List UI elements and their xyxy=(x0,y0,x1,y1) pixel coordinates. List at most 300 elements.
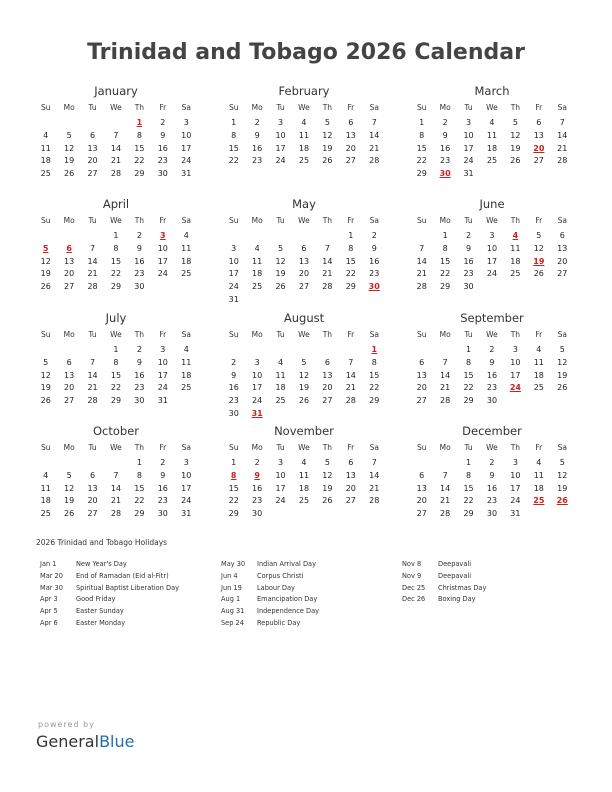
day-cell[interactable]: 25 xyxy=(181,383,192,393)
day-cell[interactable]: 4 xyxy=(301,118,307,127)
day-cell[interactable]: 20 xyxy=(87,156,98,166)
day-cell[interactable]: 5 xyxy=(559,458,565,467)
day-cell[interactable]: 29 xyxy=(463,396,474,406)
day-cell[interactable]: 18 xyxy=(533,370,544,380)
day-cell[interactable]: 7 xyxy=(348,357,354,367)
day-cell[interactable]: 2 xyxy=(136,345,142,354)
day-cell[interactable]: 9 xyxy=(489,357,495,367)
day-cell[interactable]: 6 xyxy=(536,118,542,127)
day-cell[interactable]: 16 xyxy=(486,370,498,380)
day-cell[interactable]: 22 xyxy=(463,383,474,393)
day-cell[interactable]: 20 xyxy=(557,256,568,266)
day-cell[interactable]: 9 xyxy=(160,470,166,480)
day-cell[interactable]: 4 xyxy=(43,130,49,140)
day-cell[interactable]: 5 xyxy=(43,357,49,367)
day-cell[interactable]: 17 xyxy=(275,483,286,493)
day-cell[interactable]: 15 xyxy=(110,370,122,380)
day-cell[interactable]: 14 xyxy=(110,483,122,493)
day-cell[interactable]: 15 xyxy=(228,483,239,493)
day-cell[interactable]: 22 xyxy=(134,156,145,166)
day-cell[interactable]: 28 xyxy=(369,156,380,166)
day-cell[interactable]: 21 xyxy=(110,156,122,166)
day-cell[interactable]: 5 xyxy=(512,118,518,127)
day-cell[interactable]: 24 xyxy=(463,156,474,166)
day-cell[interactable]: 17 xyxy=(463,143,474,153)
day-cell[interactable]: 28 xyxy=(110,169,122,179)
day-cell[interactable]: 24 xyxy=(486,269,498,279)
day-cell[interactable]: 25 xyxy=(40,509,51,519)
day-cell[interactable]: 31 xyxy=(228,294,239,304)
day-cell[interactable]: 6 xyxy=(90,470,96,480)
day-cell[interactable]: 23 xyxy=(252,156,263,166)
day-cell[interactable]: 14 xyxy=(87,370,98,380)
day-cell[interactable]: 16 xyxy=(252,143,263,153)
holiday-day-cell[interactable]: 9 xyxy=(254,470,260,480)
holiday-day-cell[interactable]: 8 xyxy=(230,470,237,480)
day-cell[interactable]: 3 xyxy=(254,357,260,367)
holiday-day-cell[interactable]: 19 xyxy=(533,256,545,266)
day-cell[interactable]: 28 xyxy=(322,282,333,292)
day-cell[interactable]: 2 xyxy=(136,231,142,240)
day-cell[interactable]: 15 xyxy=(463,483,474,493)
day-cell[interactable]: 30 xyxy=(486,509,498,519)
day-cell[interactable]: 4 xyxy=(43,470,49,480)
day-cell[interactable]: 17 xyxy=(228,269,239,279)
day-cell[interactable]: 28 xyxy=(110,509,122,519)
day-cell[interactable]: 21 xyxy=(416,269,427,279)
day-cell[interactable]: 9 xyxy=(136,357,142,367)
day-cell[interactable]: 12 xyxy=(533,243,544,253)
day-cell[interactable]: 27 xyxy=(64,282,75,292)
day-cell[interactable]: 13 xyxy=(416,370,427,380)
day-cell[interactable]: 21 xyxy=(440,383,451,393)
day-cell[interactable]: 7 xyxy=(371,118,377,127)
day-cell[interactable]: 16 xyxy=(369,256,380,266)
day-cell[interactable]: 19 xyxy=(322,143,333,153)
day-cell[interactable]: 26 xyxy=(40,396,51,406)
day-cell[interactable]: 22 xyxy=(440,269,451,279)
day-cell[interactable]: 10 xyxy=(228,256,239,266)
day-cell[interactable]: 5 xyxy=(66,130,72,140)
day-cell[interactable]: 25 xyxy=(533,383,544,393)
day-cell[interactable]: 28 xyxy=(416,282,427,292)
day-cell[interactable]: 21 xyxy=(87,269,98,279)
day-cell[interactable]: 4 xyxy=(183,231,189,240)
day-cell[interactable]: 3 xyxy=(512,345,518,354)
day-cell[interactable]: 14 xyxy=(440,483,451,493)
day-cell[interactable]: 26 xyxy=(322,156,333,166)
day-cell[interactable]: 17 xyxy=(252,383,263,393)
day-cell[interactable]: 30 xyxy=(463,282,474,292)
day-cell[interactable]: 2 xyxy=(160,458,166,467)
day-cell[interactable]: 19 xyxy=(40,269,51,279)
day-cell[interactable]: 25 xyxy=(298,496,310,506)
day-cell[interactable]: 18 xyxy=(275,383,286,393)
day-cell[interactable]: 2 xyxy=(254,118,260,127)
day-cell[interactable]: 2 xyxy=(442,118,448,127)
day-cell[interactable]: 31 xyxy=(157,396,168,406)
day-cell[interactable]: 30 xyxy=(157,169,168,179)
day-cell[interactable]: 9 xyxy=(254,130,260,140)
day-cell[interactable]: 26 xyxy=(64,169,75,179)
day-cell[interactable]: 7 xyxy=(442,357,448,367)
day-cell[interactable]: 18 xyxy=(40,156,51,166)
day-cell[interactable]: 15 xyxy=(345,256,356,266)
day-cell[interactable]: 22 xyxy=(369,383,380,393)
day-cell[interactable]: 29 xyxy=(463,509,474,519)
day-cell[interactable]: 25 xyxy=(486,156,498,166)
day-cell[interactable]: 19 xyxy=(40,383,51,393)
day-cell[interactable]: 13 xyxy=(64,256,75,266)
day-cell[interactable]: 23 xyxy=(134,383,145,393)
day-cell[interactable]: 14 xyxy=(345,370,356,380)
day-cell[interactable]: 22 xyxy=(110,383,122,393)
day-cell[interactable]: 18 xyxy=(510,256,521,266)
day-cell[interactable]: 29 xyxy=(228,509,239,519)
day-cell[interactable]: 24 xyxy=(157,269,168,279)
day-cell[interactable]: 18 xyxy=(298,143,310,153)
day-cell[interactable]: 25 xyxy=(40,169,51,179)
day-cell[interactable]: 17 xyxy=(157,370,168,380)
holiday-day-cell[interactable]: 6 xyxy=(66,243,72,253)
day-cell[interactable]: 6 xyxy=(419,357,425,367)
day-cell[interactable]: 1 xyxy=(466,458,472,467)
day-cell[interactable]: 26 xyxy=(557,383,568,393)
day-cell[interactable]: 26 xyxy=(510,156,521,166)
day-cell[interactable]: 27 xyxy=(87,509,98,519)
day-cell[interactable]: 11 xyxy=(252,256,263,266)
day-cell[interactable]: 15 xyxy=(463,370,474,380)
day-cell[interactable]: 7 xyxy=(419,243,425,253)
day-cell[interactable]: 16 xyxy=(228,383,239,393)
day-cell[interactable]: 12 xyxy=(510,130,521,140)
day-cell[interactable]: 5 xyxy=(324,118,330,127)
day-cell[interactable]: 10 xyxy=(157,243,168,253)
day-cell[interactable]: 21 xyxy=(440,496,451,506)
brand-logo[interactable] xyxy=(36,732,134,751)
day-cell[interactable]: 3 xyxy=(512,458,518,467)
day-cell[interactable]: 2 xyxy=(489,458,495,467)
day-cell[interactable]: 4 xyxy=(301,458,307,467)
day-cell[interactable]: 20 xyxy=(64,383,75,393)
holiday-day-cell[interactable]: 3 xyxy=(160,231,166,240)
day-cell[interactable]: 3 xyxy=(183,118,189,127)
day-cell[interactable]: 5 xyxy=(536,231,542,240)
day-cell[interactable]: 17 xyxy=(486,256,498,266)
day-cell[interactable]: 22 xyxy=(345,269,356,279)
day-cell[interactable]: 24 xyxy=(275,156,286,166)
day-cell[interactable]: 4 xyxy=(489,118,495,127)
day-cell[interactable]: 1 xyxy=(466,345,472,354)
day-cell[interactable]: 23 xyxy=(157,156,168,166)
day-cell[interactable]: 29 xyxy=(369,396,380,406)
day-cell[interactable]: 14 xyxy=(369,470,380,480)
day-cell[interactable]: 9 xyxy=(371,243,377,253)
day-cell[interactable]: 1 xyxy=(419,118,425,127)
day-cell[interactable]: 13 xyxy=(345,470,356,480)
day-cell[interactable]: 21 xyxy=(345,383,356,393)
day-cell[interactable]: 4 xyxy=(536,345,542,354)
day-cell[interactable]: 8 xyxy=(113,357,119,367)
day-cell[interactable]: 11 xyxy=(533,357,544,367)
day-cell[interactable]: 18 xyxy=(533,483,544,493)
day-cell[interactable]: 24 xyxy=(181,496,192,506)
day-cell[interactable]: 30 xyxy=(157,509,168,519)
day-cell[interactable]: 11 xyxy=(510,243,521,253)
day-cell[interactable]: 11 xyxy=(181,357,192,367)
day-cell[interactable]: 23 xyxy=(134,269,145,279)
day-cell[interactable]: 22 xyxy=(134,496,145,506)
day-cell[interactable]: 17 xyxy=(510,370,521,380)
day-cell[interactable]: 14 xyxy=(322,256,333,266)
day-cell[interactable]: 9 xyxy=(160,130,166,140)
day-cell[interactable]: 28 xyxy=(440,509,451,519)
day-cell[interactable]: 9 xyxy=(466,243,472,253)
day-cell[interactable]: 13 xyxy=(557,243,568,253)
day-cell[interactable]: 23 xyxy=(369,269,380,279)
day-cell[interactable]: 2 xyxy=(254,458,260,467)
day-cell[interactable]: 18 xyxy=(181,370,192,380)
day-cell[interactable]: 27 xyxy=(64,396,75,406)
day-cell[interactable]: 22 xyxy=(463,496,474,506)
day-cell[interactable]: 10 xyxy=(157,357,168,367)
day-cell[interactable]: 27 xyxy=(533,156,544,166)
day-cell[interactable]: 19 xyxy=(557,483,568,493)
day-cell[interactable]: 18 xyxy=(298,483,310,493)
day-cell[interactable]: 10 xyxy=(181,470,192,480)
day-cell[interactable]: 10 xyxy=(275,130,286,140)
day-cell[interactable]: 26 xyxy=(298,396,310,406)
day-cell[interactable]: 7 xyxy=(90,243,96,253)
day-cell[interactable]: 21 xyxy=(322,269,333,279)
day-cell[interactable]: 22 xyxy=(416,156,427,166)
day-cell[interactable]: 3 xyxy=(160,345,166,354)
day-cell[interactable]: 26 xyxy=(275,282,286,292)
day-cell[interactable]: 23 xyxy=(228,396,239,406)
day-cell[interactable]: 8 xyxy=(466,357,472,367)
day-cell[interactable]: 12 xyxy=(40,256,51,266)
day-cell[interactable]: 28 xyxy=(369,496,380,506)
day-cell[interactable]: 27 xyxy=(87,169,98,179)
day-cell[interactable]: 13 xyxy=(87,483,98,493)
day-cell[interactable]: 29 xyxy=(110,396,122,406)
holiday-day-cell[interactable]: 30 xyxy=(439,169,451,179)
day-cell[interactable]: 16 xyxy=(486,483,498,493)
day-cell[interactable]: 24 xyxy=(275,496,286,506)
day-cell[interactable]: 7 xyxy=(442,470,448,480)
day-cell[interactable]: 3 xyxy=(466,118,472,127)
day-cell[interactable]: 23 xyxy=(486,496,498,506)
day-cell[interactable]: 29 xyxy=(134,169,145,179)
day-cell[interactable]: 27 xyxy=(298,282,310,292)
day-cell[interactable]: 24 xyxy=(181,156,192,166)
day-cell[interactable]: 12 xyxy=(322,130,333,140)
day-cell[interactable]: 19 xyxy=(64,496,75,506)
day-cell[interactable]: 21 xyxy=(369,483,380,493)
day-cell[interactable]: 30 xyxy=(134,282,145,292)
day-cell[interactable]: 20 xyxy=(345,143,356,153)
day-cell[interactable]: 29 xyxy=(416,169,427,179)
day-cell[interactable]: 3 xyxy=(489,231,495,240)
day-cell[interactable]: 3 xyxy=(278,118,284,127)
day-cell[interactable]: 23 xyxy=(252,496,263,506)
day-cell[interactable]: 15 xyxy=(369,370,380,380)
day-cell[interactable]: 11 xyxy=(298,130,310,140)
day-cell[interactable]: 28 xyxy=(87,396,98,406)
day-cell[interactable]: 18 xyxy=(181,256,192,266)
day-cell[interactable]: 22 xyxy=(110,269,122,279)
day-cell[interactable]: 17 xyxy=(510,483,521,493)
day-cell[interactable]: 21 xyxy=(557,143,568,153)
day-cell[interactable]: 17 xyxy=(157,256,168,266)
day-cell[interactable]: 27 xyxy=(416,396,427,406)
day-cell[interactable]: 19 xyxy=(275,269,286,279)
day-cell[interactable]: 9 xyxy=(231,370,237,380)
day-cell[interactable]: 29 xyxy=(345,282,356,292)
holiday-day-cell[interactable]: 31 xyxy=(251,408,263,418)
day-cell[interactable]: 13 xyxy=(64,370,75,380)
day-cell[interactable]: 13 xyxy=(322,370,333,380)
day-cell[interactable]: 26 xyxy=(64,509,75,519)
day-cell[interactable]: 18 xyxy=(486,143,498,153)
day-cell[interactable]: 3 xyxy=(231,243,237,253)
day-cell[interactable]: 8 xyxy=(442,243,448,253)
day-cell[interactable]: 1 xyxy=(231,118,237,127)
day-cell[interactable]: 30 xyxy=(134,396,145,406)
day-cell[interactable]: 16 xyxy=(157,143,168,153)
day-cell[interactable]: 24 xyxy=(252,396,263,406)
day-cell[interactable]: 12 xyxy=(557,357,568,367)
day-cell[interactable]: 9 xyxy=(489,470,495,480)
day-cell[interactable]: 12 xyxy=(64,483,75,493)
day-cell[interactable]: 28 xyxy=(557,156,568,166)
day-cell[interactable]: 12 xyxy=(322,470,333,480)
day-cell[interactable]: 19 xyxy=(298,383,310,393)
day-cell[interactable]: 12 xyxy=(275,256,286,266)
day-cell[interactable]: 12 xyxy=(298,370,310,380)
day-cell[interactable]: 10 xyxy=(510,357,521,367)
day-cell[interactable]: 17 xyxy=(181,483,192,493)
day-cell[interactable]: 16 xyxy=(134,256,145,266)
day-cell[interactable]: 14 xyxy=(87,256,98,266)
day-cell[interactable]: 9 xyxy=(442,130,448,140)
day-cell[interactable]: 7 xyxy=(90,357,96,367)
day-cell[interactable]: 16 xyxy=(134,370,145,380)
day-cell[interactable]: 20 xyxy=(416,496,427,506)
day-cell[interactable]: 27 xyxy=(345,156,356,166)
day-cell[interactable]: 20 xyxy=(64,269,75,279)
day-cell[interactable]: 12 xyxy=(64,143,75,153)
day-cell[interactable]: 22 xyxy=(228,496,239,506)
day-cell[interactable]: 19 xyxy=(557,370,568,380)
day-cell[interactable]: 16 xyxy=(440,143,451,153)
day-cell[interactable]: 20 xyxy=(322,383,333,393)
day-cell[interactable]: 4 xyxy=(278,357,284,367)
day-cell[interactable]: 20 xyxy=(416,383,427,393)
day-cell[interactable]: 28 xyxy=(440,396,451,406)
day-cell[interactable]: 15 xyxy=(440,256,451,266)
day-cell[interactable]: 11 xyxy=(181,243,192,253)
day-cell[interactable]: 6 xyxy=(348,118,354,127)
day-cell[interactable]: 21 xyxy=(369,143,380,153)
holiday-day-cell[interactable]: 24 xyxy=(509,383,521,393)
day-cell[interactable]: 6 xyxy=(301,243,307,253)
day-cell[interactable]: 14 xyxy=(440,370,451,380)
day-cell[interactable]: 26 xyxy=(533,269,544,279)
day-cell[interactable]: 23 xyxy=(463,269,474,279)
day-cell[interactable]: 13 xyxy=(416,483,427,493)
day-cell[interactable]: 23 xyxy=(440,156,451,166)
holiday-day-cell[interactable]: 20 xyxy=(533,143,545,153)
day-cell[interactable]: 3 xyxy=(278,458,284,467)
day-cell[interactable]: 25 xyxy=(510,269,521,279)
day-cell[interactable]: 8 xyxy=(419,130,425,140)
holiday-day-cell[interactable]: 4 xyxy=(512,231,519,240)
day-cell[interactable]: 13 xyxy=(298,256,310,266)
day-cell[interactable]: 19 xyxy=(322,483,333,493)
day-cell[interactable]: 14 xyxy=(110,143,122,153)
day-cell[interactable]: 15 xyxy=(228,143,239,153)
day-cell[interactable]: 8 xyxy=(466,470,472,480)
day-cell[interactable]: 19 xyxy=(64,156,75,166)
day-cell[interactable]: 6 xyxy=(419,470,425,480)
day-cell[interactable]: 8 xyxy=(136,470,142,480)
day-cell[interactable]: 1 xyxy=(113,345,119,354)
day-cell[interactable]: 11 xyxy=(486,130,498,140)
day-cell[interactable]: 1 xyxy=(231,458,237,467)
day-cell[interactable]: 30 xyxy=(486,396,498,406)
day-cell[interactable]: 13 xyxy=(533,130,544,140)
day-cell[interactable]: 23 xyxy=(157,496,168,506)
day-cell[interactable]: 2 xyxy=(489,345,495,354)
day-cell[interactable]: 12 xyxy=(40,370,51,380)
day-cell[interactable]: 6 xyxy=(348,458,354,467)
day-cell[interactable]: 6 xyxy=(324,357,330,367)
day-cell[interactable]: 20 xyxy=(345,483,356,493)
day-cell[interactable]: 25 xyxy=(275,396,286,406)
day-cell[interactable]: 10 xyxy=(486,243,498,253)
day-cell[interactable]: 8 xyxy=(371,357,377,367)
day-cell[interactable]: 25 xyxy=(298,156,310,166)
day-cell[interactable]: 17 xyxy=(181,143,192,153)
day-cell[interactable]: 28 xyxy=(87,282,98,292)
day-cell[interactable]: 26 xyxy=(40,282,51,292)
day-cell[interactable]: 7 xyxy=(113,130,119,140)
day-cell[interactable]: 1 xyxy=(442,231,448,240)
day-cell[interactable]: 18 xyxy=(252,269,263,279)
day-cell[interactable]: 7 xyxy=(324,243,330,253)
day-cell[interactable]: 29 xyxy=(440,282,451,292)
day-cell[interactable]: 9 xyxy=(136,243,142,253)
day-cell[interactable]: 6 xyxy=(559,231,565,240)
day-cell[interactable]: 5 xyxy=(324,458,330,467)
holiday-day-cell[interactable]: 1 xyxy=(371,345,378,354)
day-cell[interactable]: 31 xyxy=(510,509,521,519)
day-cell[interactable]: 15 xyxy=(134,483,145,493)
day-cell[interactable]: 5 xyxy=(66,470,72,480)
holiday-day-cell[interactable]: 5 xyxy=(42,243,49,253)
day-cell[interactable]: 12 xyxy=(557,470,568,480)
day-cell[interactable]: 16 xyxy=(157,483,168,493)
day-cell[interactable]: 13 xyxy=(87,143,98,153)
day-cell[interactable]: 18 xyxy=(40,496,51,506)
day-cell[interactable]: 2 xyxy=(466,231,472,240)
day-cell[interactable]: 13 xyxy=(345,130,356,140)
day-cell[interactable]: 14 xyxy=(369,130,380,140)
day-cell[interactable]: 1 xyxy=(113,231,119,240)
day-cell[interactable]: 21 xyxy=(87,383,98,393)
day-cell[interactable]: 8 xyxy=(136,130,142,140)
